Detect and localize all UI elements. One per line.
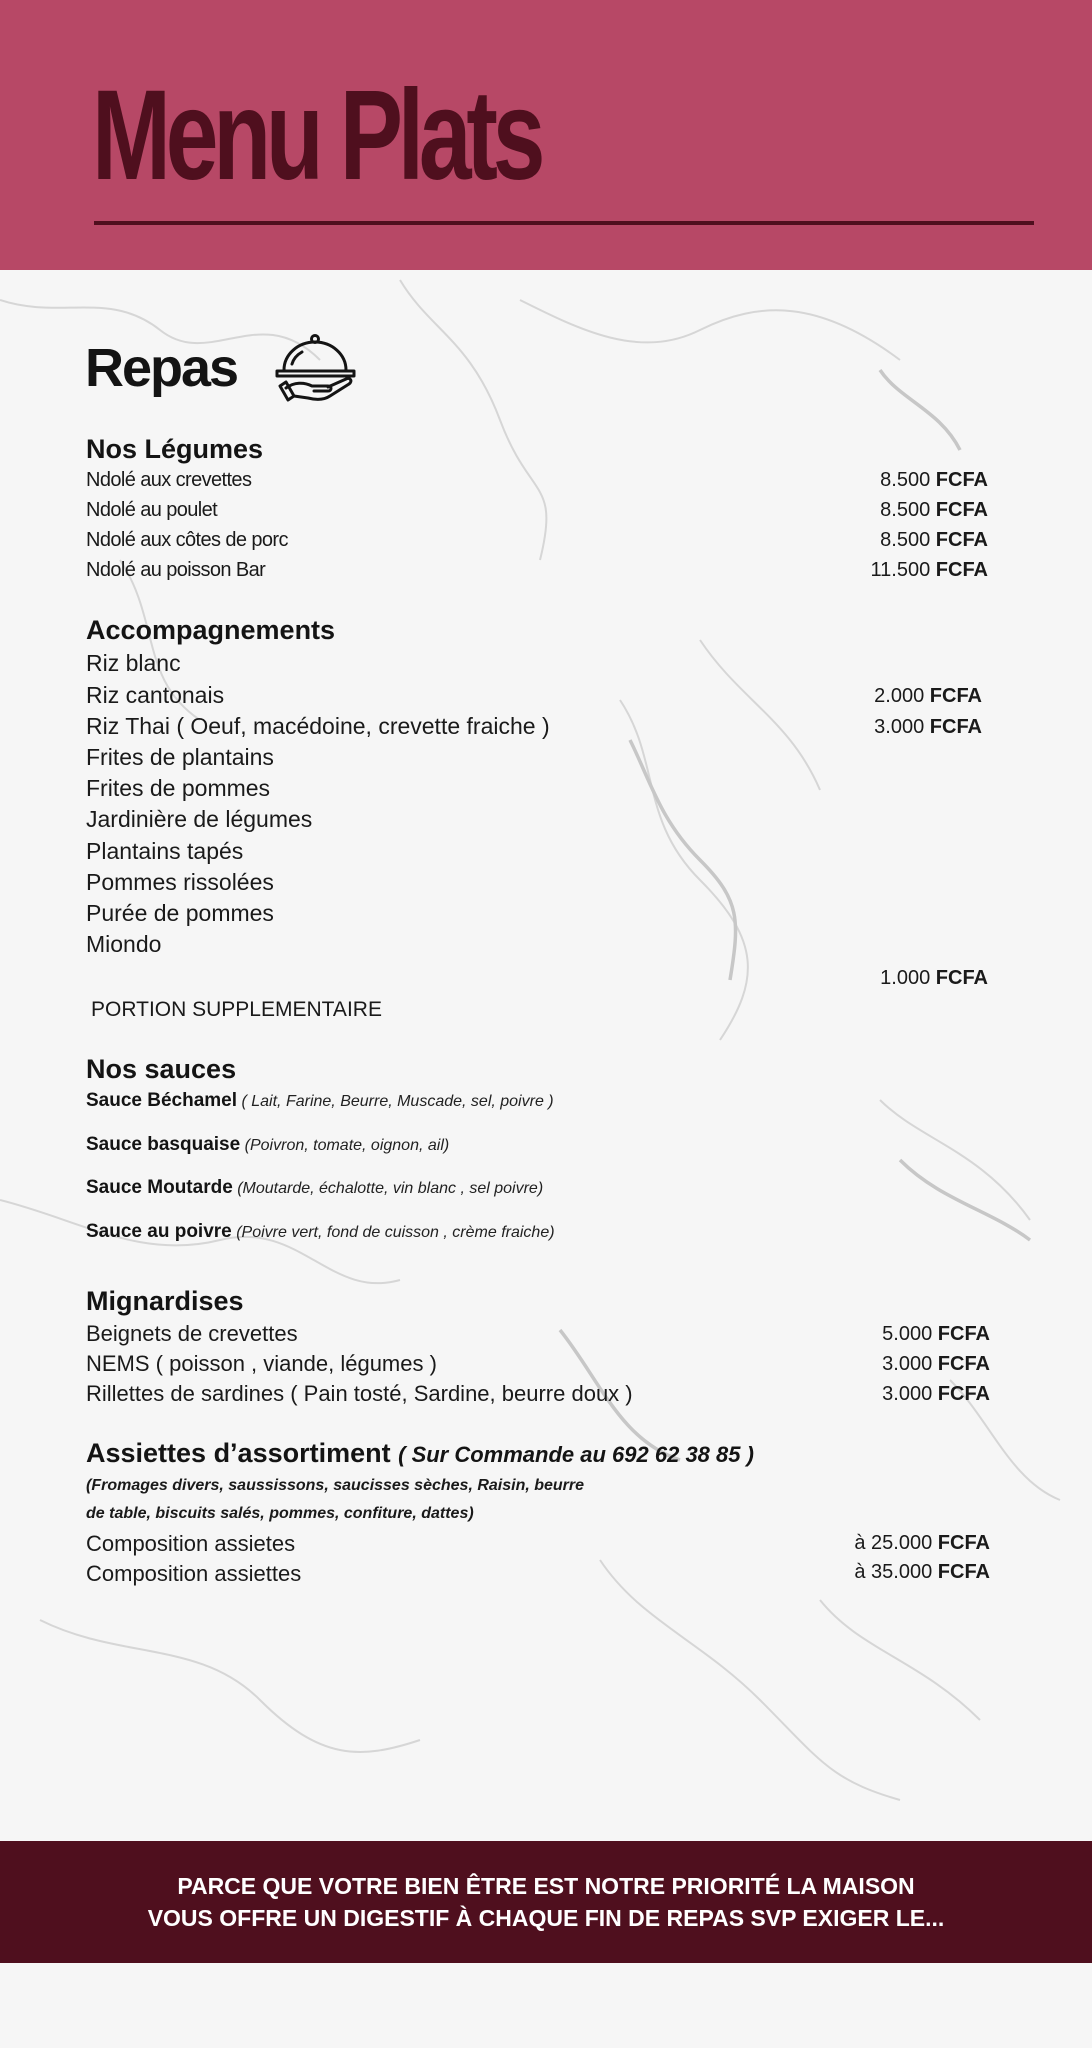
sauce-item: Sauce Moutarde (Moutarde, échalotte, vin blanc , sel poivre)	[86, 1177, 544, 1198]
section-title-accompagnements: Accompagnements	[86, 615, 336, 645]
legume-item: Ndolé au poisson Bar	[86, 559, 266, 581]
accompagnement-item: Frites de plantains	[86, 744, 274, 770]
legume-price: 8.500 FCFA	[880, 499, 988, 521]
sauce-item: Sauce basquaise (Poivron, tomate, oignon, ail)	[86, 1134, 450, 1155]
footer-message-line: VOUS OFFRE UN DIGESTIF À CHAQUE FIN DE REPAS SVP EXIGER LE...	[147, 1905, 945, 1931]
accompagnement-item: Purée de pommes	[86, 900, 274, 926]
legume-price: 8.500 FCFA	[880, 529, 988, 551]
assiettes-order-note: ( Sur Commande au 692 62 38 85 )	[398, 1442, 754, 1467]
header-rule	[94, 221, 1034, 225]
repas-title: Repas	[85, 338, 238, 398]
section-title-assiettes: Assiettes d’assortiment ( Sur Commande au 692 62 38 85 )	[86, 1438, 754, 1468]
header-banner	[0, 0, 1092, 270]
legume-item: Ndolé au poulet	[86, 499, 218, 521]
mignardise-item: NEMS ( poisson , viande, légumes )	[86, 1351, 437, 1376]
assiette-item: Composition assiettes	[86, 1561, 302, 1586]
assiette-price: à 25.000 FCFA	[854, 1532, 990, 1554]
legume-price: 11.500 FCFA	[870, 559, 988, 581]
sauce-item: Sauce au poivre (Poivre vert, fond de cuisson , crème fraiche)	[86, 1221, 555, 1242]
mignardise-price: 3.000 FCFA	[882, 1353, 990, 1375]
menu-title: Menu Plats	[92, 64, 541, 207]
portion-supplementaire-price: 1.000 FCFA	[880, 967, 988, 989]
accompagnement-item: Jardinière de légumes	[86, 806, 313, 832]
mignardise-price: 3.000 FCFA	[882, 1383, 990, 1405]
legume-item: Ndolé aux crevettes	[86, 469, 252, 491]
accompagnement-price: 2.000 FCFA	[874, 685, 982, 707]
cloche-serving-icon	[272, 330, 362, 410]
mignardise-price: 5.000 FCFA	[882, 1323, 990, 1345]
sauce-item: Sauce Béchamel ( Lait, Farine, Beurre, Muscade, sel, poivre )	[86, 1090, 554, 1111]
section-title-mignardises: Mignardises	[86, 1286, 244, 1316]
section-title-sauces: Nos sauces	[86, 1054, 237, 1084]
accompagnement-item: Riz blanc	[86, 650, 181, 676]
accompagnement-price: 3.000 FCFA	[874, 716, 982, 738]
accompagnement-item: Pommes rissolées	[86, 869, 274, 895]
assiettes-description: de table, biscuits salés, pommes, confiture, dattes)	[86, 1505, 474, 1522]
accompagnement-item: Riz Thai ( Oeuf, macédoine, crevette fraiche )	[86, 713, 550, 739]
assiette-price: à 35.000 FCFA	[854, 1561, 990, 1583]
portion-supplementaire-label: PORTION SUPPLEMENTAIRE	[91, 998, 382, 1021]
accompagnement-item: Miondo	[86, 931, 162, 957]
accompagnement-item: Riz cantonais	[86, 682, 225, 708]
accompagnement-item: Frites de pommes	[86, 775, 271, 801]
assiettes-description: (Fromages divers, saussissons, saucisses sèches, Raisin, beurre	[86, 1477, 585, 1494]
mignardise-item: Beignets de crevettes	[86, 1321, 298, 1346]
section-title-legumes: Nos Légumes	[86, 434, 264, 464]
legume-price: 8.500 FCFA	[880, 469, 988, 491]
legume-item: Ndolé aux côtes de porc	[86, 529, 288, 551]
footer-message-line: PARCE QUE VOTRE BIEN ÊTRE EST NOTRE PRIORITÉ LA MAISON	[177, 1873, 915, 1899]
footer-banner	[0, 1841, 1092, 1963]
assiette-item: Composition assietes	[86, 1531, 296, 1556]
mignardise-item: Rillettes de sardines ( Pain tosté, Sardine, beurre doux )	[86, 1381, 633, 1406]
accompagnement-item: Plantains tapés	[86, 838, 244, 864]
